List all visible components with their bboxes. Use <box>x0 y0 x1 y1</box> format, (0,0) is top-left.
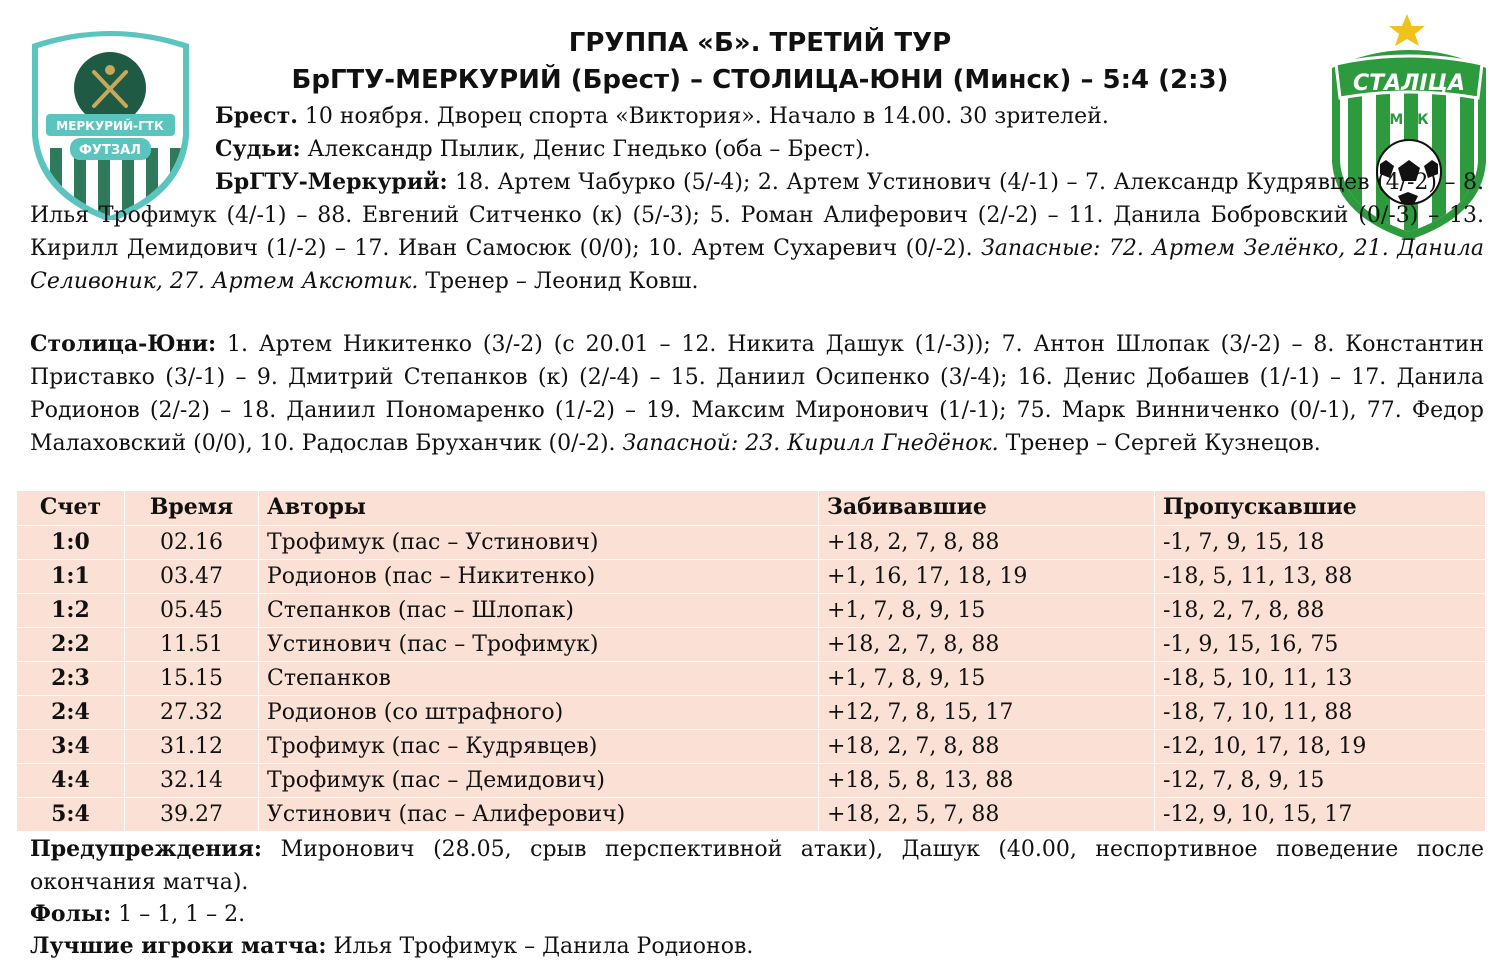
best-players-label: Лучшие игроки матча: <box>30 933 327 959</box>
table-row <box>17 559 1486 593</box>
goal-time: 02.16 <box>125 525 259 559</box>
team2-subs: Запасной: 23. Кирилл Гнедёнок. <box>622 431 999 456</box>
header-conceded: Пропускавшие <box>1155 491 1486 525</box>
goal-on-field: +18, 2, 7, 8, 88 <box>819 525 1155 559</box>
match-title: БрГТУ-МЕРКУРИЙ (Брест) – СТОЛИЦА-ЮНИ (Минск) – 5:4 (2:3) <box>291 65 1229 95</box>
goal-conceded: -12, 9, 10, 15, 17 <box>1155 797 1486 831</box>
table-row <box>17 797 1486 831</box>
stalica-logo-sc: SC <box>1403 101 1415 110</box>
header-score: Счет <box>17 491 125 525</box>
goal-score: 2:2 <box>17 627 125 661</box>
goal-authors: Трофимук (пас – Кудрявцев) <box>259 729 819 763</box>
team2-label: Столица-Юни: <box>30 331 217 357</box>
goal-on-field: +18, 2, 7, 8, 88 <box>819 729 1155 763</box>
goal-conceded: -18, 5, 11, 13, 88 <box>1155 559 1486 593</box>
goal-on-field: +18, 2, 7, 8, 88 <box>819 627 1155 661</box>
best-players-text: Илья Трофимук – Данила Родионов. <box>326 934 754 959</box>
header-authors: Авторы <box>259 491 819 525</box>
table-row <box>17 763 1486 797</box>
goal-on-field: +18, 5, 8, 13, 88 <box>819 763 1155 797</box>
team1-block <box>30 166 1484 298</box>
goal-on-field: +1, 7, 8, 9, 15 <box>819 661 1155 695</box>
goal-score: 1:0 <box>17 525 125 559</box>
team1-coach: Тренер – Леонид Ковш. <box>418 269 699 294</box>
goal-on-field: +18, 2, 5, 7, 88 <box>819 797 1155 831</box>
goal-time: 32.14 <box>125 763 259 797</box>
table-row <box>17 593 1486 627</box>
team2-lineup: 1. Артем Никитенко (3/-2) (с 20.01 – 12. Никита Дашук (1/-3)); 7. Антон Шлопак (3/-2) – 8. Константин Приставко (3/-1) – 9. Дмитрий Степанков (к) (2/-4) – 15. Даниил Осипенко (3/-4); 16. Денис Добашев (1/-1) – 17. Данила Родионов (2/-2) – 18. Даниил Пономаренко (1/-2) – 19. Максим Миронович (1/-1); 75. Марк Винниченко (0/-1), 77. Федор Малаховский (0/0), 10. Радослав Бруханчик (0/-2). <box>30 332 1484 456</box>
goal-authors: Трофимук (пас – Демидович) <box>259 763 819 797</box>
warnings-text: Миронович (28.05, срыв перспективной атаки), Дашук (40.00, неспортивное поведение после окончания матча). <box>30 837 1484 895</box>
goal-time: 05.45 <box>125 593 259 627</box>
goal-score: 1:1 <box>17 559 125 593</box>
goal-authors: Трофимук (пас – Устинович) <box>259 525 819 559</box>
stalica-logo-sub: МФК <box>1389 112 1429 128</box>
goal-conceded: -18, 5, 10, 11, 13 <box>1155 661 1486 695</box>
fouls-line <box>30 898 1484 931</box>
star-icon <box>1389 14 1425 46</box>
goal-on-field: +1, 16, 17, 18, 19 <box>819 559 1155 593</box>
goals-table <box>16 491 1486 832</box>
warnings-block <box>30 833 1484 899</box>
goal-authors: Устинович (пас – Алиферович) <box>259 797 819 831</box>
table-row <box>17 729 1486 763</box>
referees-text: Александр Пылик, Денис Гнедько (оба – Брест). <box>300 137 871 162</box>
team2-block <box>30 328 1484 460</box>
goal-conceded: -12, 10, 17, 18, 19 <box>1155 729 1486 763</box>
header-on-field: Забивавшие <box>819 491 1155 525</box>
goal-time: 03.47 <box>125 559 259 593</box>
goal-authors: Устинович (пас – Трофимук) <box>259 627 819 661</box>
goal-conceded: -18, 7, 10, 11, 88 <box>1155 695 1486 729</box>
round-title: ГРУППА «Б». ТРЕТИЙ ТУР <box>568 28 952 58</box>
goal-authors: Родионов (пас – Никитенко) <box>259 559 819 593</box>
goal-authors: Родионов (со штрафного) <box>259 695 819 729</box>
table-row <box>17 661 1486 695</box>
venue-text: 10 ноября. Дворец спорта «Виктория». Начало в 14.00. 30 зрителей. <box>297 104 1109 129</box>
goal-conceded: -18, 2, 7, 8, 88 <box>1155 593 1486 627</box>
goal-on-field: +12, 7, 8, 15, 17 <box>819 695 1155 729</box>
venue-line <box>215 100 1303 133</box>
venue-label: Брест. <box>215 103 298 129</box>
team1-lineup: 18. Артем Чабурко (5/-4); 2. Артем Устинович (4/-1) – 7. Александр Кудрявцев (4/-2) – 8. Илья Трофимук (4/-1) – 88. Евгений Ситченко (к) (5/-3); 5. Роман Алиферович (2/-2) – 11. Данила Бобровский (0/-3) – 13. Кирилл Демидович (1/-2) – 17. Иван Самосюк (0/0); 10. Артем Сухаревич (0/-2). <box>30 170 1484 261</box>
table-row <box>17 525 1486 559</box>
goal-score: 2:4 <box>17 695 125 729</box>
goal-time: 11.51 <box>125 627 259 661</box>
goals-table-header <box>17 491 1486 525</box>
fouls-label: Фолы: <box>30 901 112 927</box>
goal-conceded: -12, 7, 8, 9, 15 <box>1155 763 1486 797</box>
team1-subs: Запасные: 72. Артем Зелёнко, 21. Данила Селивоник, 27. Артем Аксютик. <box>30 236 1485 294</box>
goal-score: 2:3 <box>17 661 125 695</box>
goal-time: 27.32 <box>125 695 259 729</box>
goal-score: 5:4 <box>17 797 125 831</box>
referees-label: Судьи: <box>215 136 301 162</box>
goal-time: 31.12 <box>125 729 259 763</box>
goal-score: 3:4 <box>17 729 125 763</box>
referees-line <box>215 133 1303 166</box>
stalica-logo-text: СТАЛІЦА <box>1352 71 1466 96</box>
team2-coach: Тренер – Сергей Кузнецов. <box>998 431 1321 456</box>
mercury-logo-top-text: МЕРКУРИЙ-ГТК <box>56 119 164 133</box>
header-time: Время <box>125 491 259 525</box>
goal-time: 39.27 <box>125 797 259 831</box>
goal-score: 4:4 <box>17 763 125 797</box>
team1-label: БрГТУ-Меркурий: <box>215 169 448 195</box>
table-row <box>17 695 1486 729</box>
goal-authors: Степанков <box>259 661 819 695</box>
goal-conceded: -1, 7, 9, 15, 18 <box>1155 525 1486 559</box>
goal-time: 15.15 <box>125 661 259 695</box>
best-players-line <box>30 930 1484 963</box>
mercury-logo-bottom-text: ФУТЗАЛ <box>79 143 141 158</box>
goal-on-field: +1, 7, 8, 9, 15 <box>819 593 1155 627</box>
goal-authors: Степанков (пас – Шлопак) <box>259 593 819 627</box>
goal-conceded: -1, 9, 15, 16, 75 <box>1155 627 1486 661</box>
table-row <box>17 627 1486 661</box>
warnings-label: Предупреждения: <box>30 836 263 862</box>
goal-score: 1:2 <box>17 593 125 627</box>
fouls-text: 1 – 1, 1 – 2. <box>111 902 246 927</box>
